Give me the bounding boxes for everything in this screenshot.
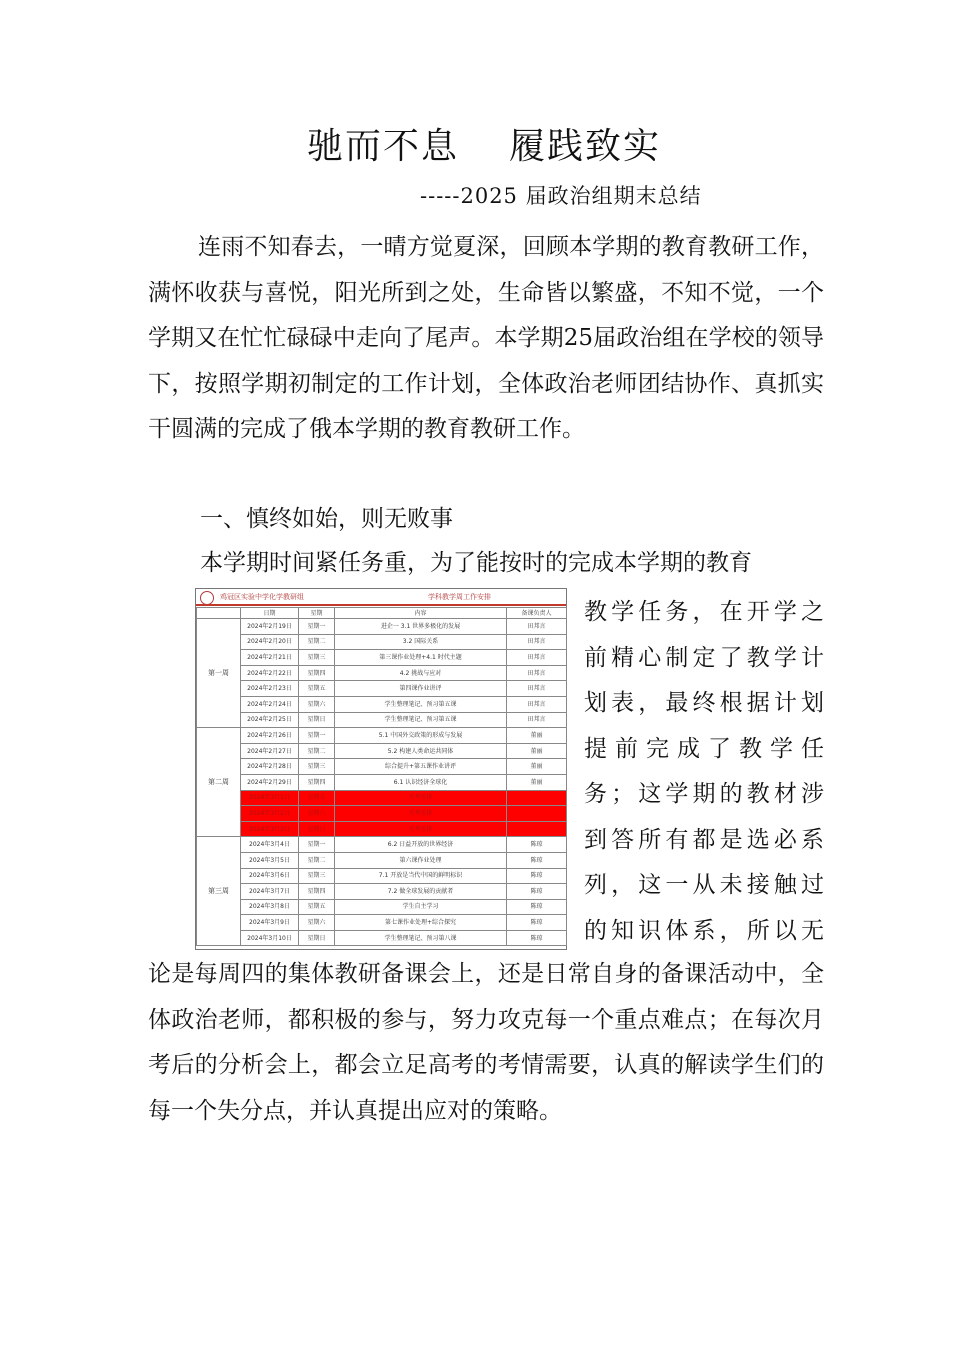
header-owner: 备课负责人 (507, 608, 567, 619)
cell-day: 星期三 (299, 868, 335, 884)
table-row (197, 774, 567, 790)
table-row (197, 806, 567, 822)
schedule-header-row (197, 608, 567, 619)
cell-date: 2024年3月6日 (241, 868, 299, 884)
table-row (197, 759, 567, 775)
table-row (197, 728, 567, 744)
paragraph-2-first-line: 本学期时间紧任务重，为了能按时的完成本学期的教育 (200, 550, 752, 576)
cell-date: 2024年3月8日 (241, 899, 299, 915)
cell-content: 6.1 认识经济全球化 (335, 774, 507, 790)
cell-day: 星期一 (299, 728, 335, 744)
cell-content: 第三课作业处理+4.1 时代主题 (335, 650, 507, 666)
cell-content: 5.2 构建人类命运共同体 (335, 743, 507, 759)
cell-owner: 董丽 (507, 728, 567, 744)
cell-owner: 陈琼 (507, 899, 567, 915)
cell-owner: 董丽 (507, 774, 567, 790)
cell-day: 星期三 (299, 759, 335, 775)
cell-day: 星期六 (299, 696, 335, 712)
header-week (197, 608, 241, 619)
cell-owner (507, 806, 567, 822)
week-label: 第二周 (197, 728, 241, 837)
subtitle: -----2025 届政治组期末总结 (420, 184, 702, 208)
table-row (197, 915, 567, 931)
table-row (197, 930, 567, 946)
cell-date: 2024年3月4日 (241, 837, 299, 853)
cell-content: 4.2 挑战与应对 (335, 665, 507, 681)
cell-date: 2024年2月26日 (241, 728, 299, 744)
cell-date: 2024年3月1日 (241, 790, 299, 806)
paragraph-2-wrapped-column (584, 590, 824, 954)
page-title (0, 118, 968, 169)
cell-content: 学生整理笔记、预习第八课 (335, 930, 507, 946)
table-row (197, 899, 567, 915)
cell-content: 第四课作业讲评 (335, 681, 507, 697)
cell-content: 综合提升+第五课作业讲评 (335, 759, 507, 775)
table-row (197, 837, 567, 853)
section-heading-1: 一、慎终如始，则无败事 (200, 506, 453, 532)
cell-content: 第六课作业处理 (335, 852, 507, 868)
cell-date: 2024年3月5日 (241, 852, 299, 868)
cell-date: 2024年2月28日 (241, 759, 299, 775)
table-row (197, 884, 567, 900)
wrapped-line: 务；这学期的教材涉 (584, 781, 824, 807)
cell-date: 2024年3月9日 (241, 915, 299, 931)
table-row (197, 852, 567, 868)
table-row (197, 665, 567, 681)
cell-content: 3.2 国际关系 (335, 634, 507, 650)
cell-day: 星期五 (299, 899, 335, 915)
cell-owner: 陈琼 (507, 868, 567, 884)
cell-day: 星期日 (299, 821, 335, 837)
cell-content: 学生自主学习 (335, 899, 507, 915)
cell-owner: 陈琼 (507, 915, 567, 931)
table-row (197, 743, 567, 759)
schedule-school-name: 鸡冠区实验中学化学教研组 (220, 593, 304, 601)
title-part-2: 履践致实 (509, 126, 662, 167)
wrapped-line: 划表，最终根据计划 (584, 690, 824, 716)
table-row (197, 868, 567, 884)
cell-date: 2024年2月22日 (241, 665, 299, 681)
wrapped-line: 的知识体系，所以无 (584, 917, 824, 944)
header-content: 内容 (335, 608, 507, 619)
wrapped-line: 列，这一从未接触过 (584, 872, 824, 898)
paragraph-intro: 连雨不知春去，一晴方觉夏深，回顾本学期的教育教研工作，满怀收获与喜悦，阳光所到之处，生命皆以繁盛，不知不觉，一个学期又在忙忙碌碌中走向了尾声。本学期25届政治组在学校的领导下，按照学期初制定的工作计划，全体政治老师团结协作、真抓实干圆满的完成了俄本学期的教育教研工作。 (148, 234, 824, 442)
cell-day: 星期一 (299, 837, 335, 853)
cell-owner: 陈琼 (507, 884, 567, 900)
cell-day: 星期五 (299, 681, 335, 697)
cell-owner: 董丽 (507, 759, 567, 775)
cell-content: 学生整理笔记、预习第五课 (335, 696, 507, 712)
cell-content: 月考安排 (335, 806, 507, 822)
cell-date: 2024年3月3日 (241, 821, 299, 837)
cell-owner (507, 821, 567, 837)
cell-owner: 田邦言 (507, 634, 567, 650)
schedule-table (196, 607, 567, 946)
cell-content: 7.2 做全球发展的贡献者 (335, 884, 507, 900)
cell-content: 5.1 中国外交政策的形成与发展 (335, 728, 507, 744)
cell-day: 星期四 (299, 665, 335, 681)
cell-day: 星期二 (299, 743, 335, 759)
cell-date: 2024年2月20日 (241, 634, 299, 650)
cell-day: 星期二 (299, 852, 335, 868)
cell-day: 星期四 (299, 774, 335, 790)
cell-owner: 田邦言 (507, 619, 567, 635)
cell-owner: 陈琼 (507, 930, 567, 946)
wrapped-line: 前精心制定了教学计 (584, 644, 824, 671)
table-row (197, 821, 567, 837)
cell-day: 星期三 (299, 650, 335, 666)
cell-day: 星期四 (299, 884, 335, 900)
cell-owner: 田邦言 (507, 696, 567, 712)
cell-day: 星期日 (299, 712, 335, 728)
cell-date: 2024年2月29日 (241, 774, 299, 790)
cell-content: 6.2 日益开放的世界经济 (335, 837, 507, 853)
schedule-header (196, 589, 566, 607)
cell-day: 星期二 (299, 634, 335, 650)
school-logo-icon (200, 591, 214, 605)
wrapped-line: 教学任务，在开学之 (584, 599, 824, 625)
cell-owner: 田邦言 (507, 681, 567, 697)
header-divider (196, 604, 566, 606)
cell-day: 星期六 (299, 915, 335, 931)
header-date: 日期 (241, 608, 299, 619)
cell-content: 学生整理笔记、预习第五课 (335, 712, 507, 728)
cell-owner: 陈琼 (507, 837, 567, 853)
cell-date: 2024年2月23日 (241, 681, 299, 697)
schedule-doc-title: 学科教学周工作安排 (428, 593, 491, 601)
header-day: 星期 (299, 608, 335, 619)
table-row (197, 681, 567, 697)
cell-owner: 田邦言 (507, 665, 567, 681)
cell-day: 星期六 (299, 806, 335, 822)
wrapped-line: 到答所有都是选必系 (584, 826, 824, 853)
table-row (197, 650, 567, 666)
cell-owner (507, 790, 567, 806)
cell-content: 月考安排 (335, 821, 507, 837)
table-row (197, 634, 567, 650)
cell-date: 2024年3月7日 (241, 884, 299, 900)
table-row (197, 712, 567, 728)
wrapped-line: 提前完成了教学任 (584, 735, 824, 762)
cell-date: 2024年3月10日 (241, 930, 299, 946)
schedule-image (195, 588, 567, 950)
week-label: 第三周 (197, 837, 241, 946)
cell-date: 2024年2月25日 (241, 712, 299, 728)
cell-content: 第七课作业处理+综合探究 (335, 915, 507, 931)
cell-date: 2024年2月27日 (241, 743, 299, 759)
cell-owner: 陈琼 (507, 852, 567, 868)
cell-day: 星期一 (299, 619, 335, 635)
cell-date: 2024年2月21日 (241, 650, 299, 666)
paragraph-2-continuation: 论是每周四的集体教研备课会上，还是日常自身的备课活动中，全体政治老师，都积极的参与，努力攻克每一个重点难点；在每次月考后的分析会上，都会立足高考的考情需要，认真的解读学生们的每一个失分点，并认真提出应对的策略。 (148, 961, 824, 1124)
cell-day: 星期五 (299, 790, 335, 806)
cell-owner: 田邦言 (507, 650, 567, 666)
week-label: 第一周 (197, 619, 241, 728)
cell-owner: 董丽 (507, 743, 567, 759)
cell-content: 7.1 开放是当代中国的鲜明标识 (335, 868, 507, 884)
cell-date: 2024年2月19日 (241, 619, 299, 635)
title-part-1: 驰而不息 (306, 126, 459, 167)
cell-date: 2024年2月24日 (241, 696, 299, 712)
table-row (197, 696, 567, 712)
cell-content: 进企一 3.1 世界多极化的发展 (335, 619, 507, 635)
table-row (197, 790, 567, 806)
table-row (197, 619, 567, 635)
cell-date: 2024年3月2日 (241, 806, 299, 822)
cell-day: 星期日 (299, 930, 335, 946)
cell-content: 月考安排 (335, 790, 507, 806)
cell-owner: 田邦言 (507, 712, 567, 728)
